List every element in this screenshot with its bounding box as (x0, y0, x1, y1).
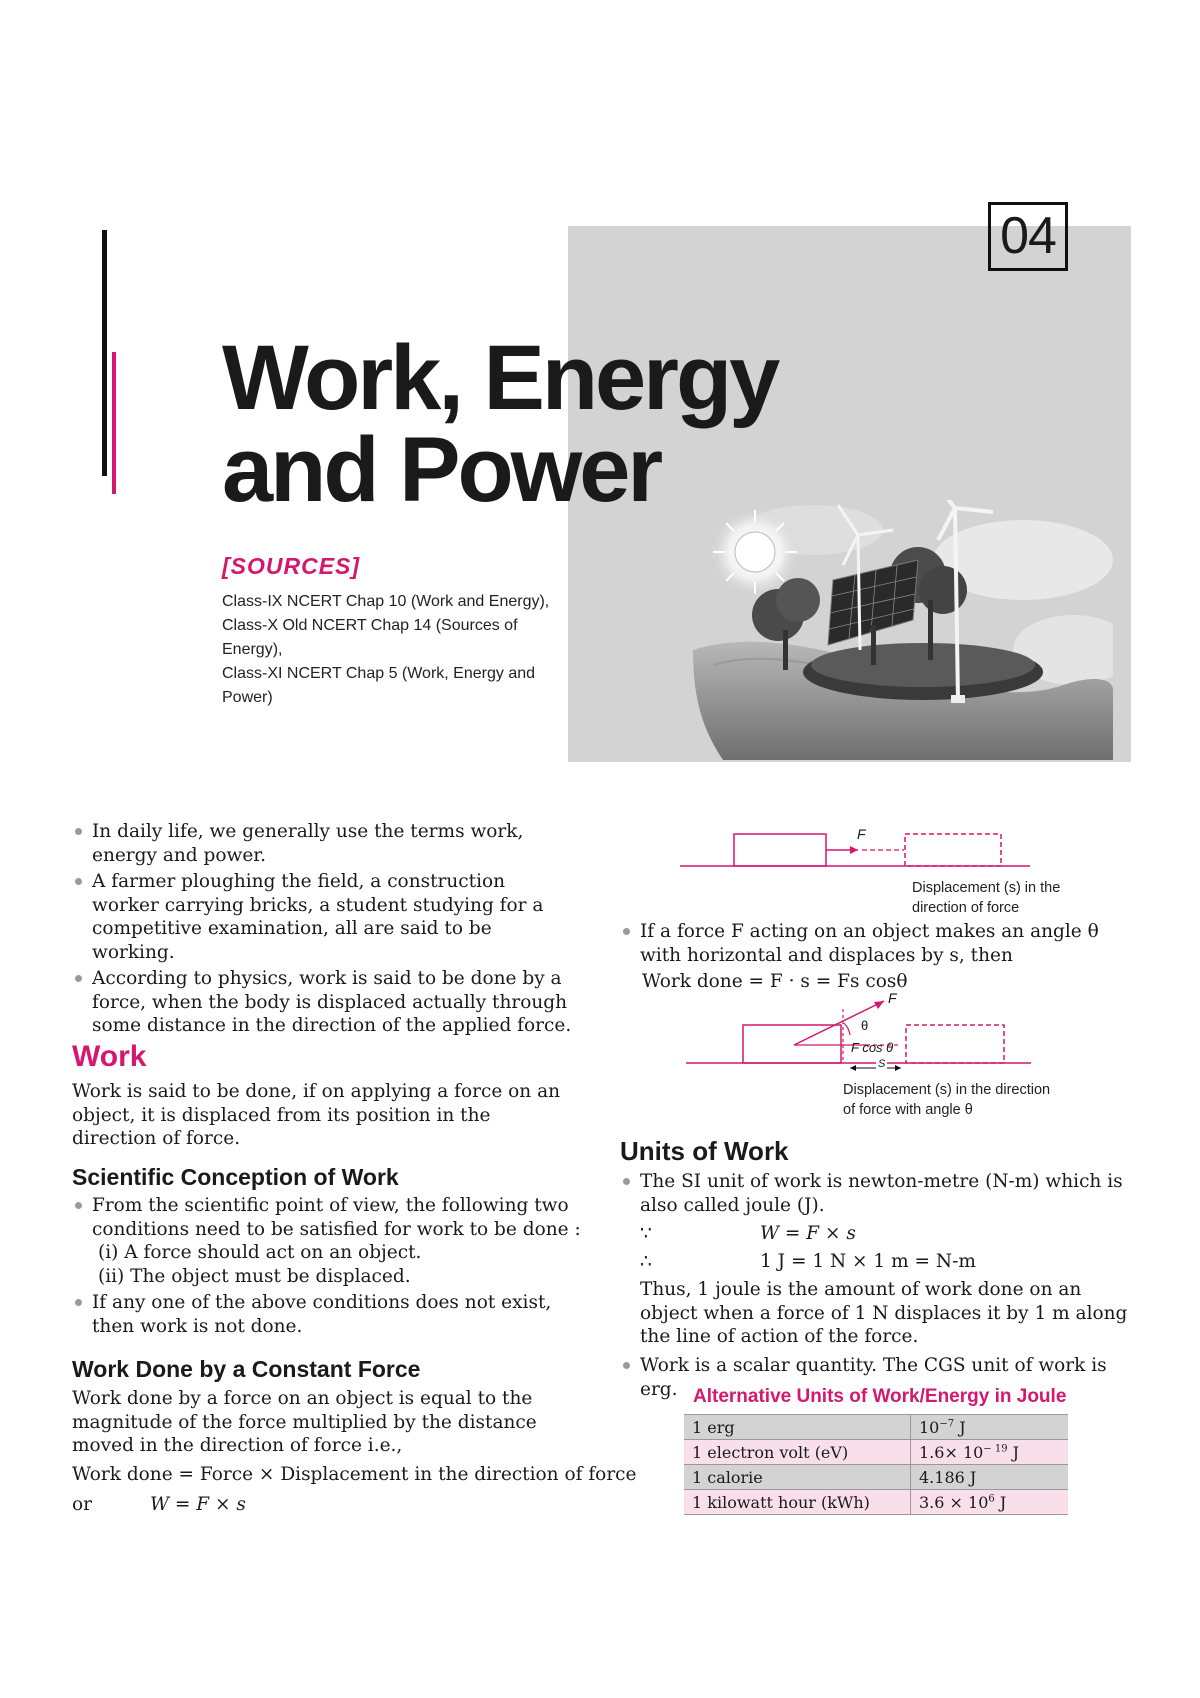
scientific-bullet: If any one of the above conditions does not exist, then work is not done. (72, 1291, 582, 1338)
work-formula: Work done = Force × Displacement in the direction of force (72, 1464, 637, 1485)
block-initial (743, 1025, 841, 1063)
since-equation: W = F × s (760, 1223, 856, 1244)
source-item: Class-X Old NCERT Chap 14 (Sources of Energy), (222, 617, 518, 658)
table-cell-unit: 1 electron volt (eV) (684, 1440, 911, 1465)
condition-item: (ii) The object must be displaced. (98, 1265, 411, 1287)
chapter-title-line2: and Power (222, 419, 661, 521)
value-unit: J (1007, 1442, 1020, 1462)
table-cell-value: 4.186 J (911, 1465, 1069, 1490)
table-cell-unit: 1 calorie (684, 1465, 911, 1490)
sources-heading: [SOURCES] (222, 553, 361, 579)
table-row (684, 1415, 1068, 1440)
wind-turbine-icon (858, 535, 860, 650)
therefore-symbol: ∴ (640, 1251, 652, 1272)
decorative-bar-black (102, 230, 107, 476)
force-label: F (888, 990, 897, 1006)
block-initial (734, 834, 826, 866)
value-mantissa: 3.6 × (919, 1492, 969, 1512)
since-symbol: ∵ (640, 1223, 652, 1244)
angle-formula: Work done = F · s = Fs cosθ (642, 971, 908, 992)
value-exponent: 6 (988, 1493, 995, 1505)
decorative-bar-pink (112, 352, 116, 494)
figure1-caption (912, 878, 1060, 918)
source-item: Class-IX NCERT Chap 10 (Work and Energy), (222, 593, 550, 610)
value-unit: J (954, 1417, 966, 1437)
condition-item: (i) A force should act on an object. (98, 1242, 422, 1263)
scientific-bullet-text: From the scientific point of view, the following two conditions need to be satisfied for work to be done : (92, 1195, 581, 1240)
table-row (684, 1465, 1068, 1490)
sources-list (222, 590, 582, 710)
therefore-equation: 1 J = 1 N × 1 m = N-m (760, 1251, 976, 1272)
component-label: F cos θ (851, 1040, 894, 1055)
table-cell-value (911, 1440, 1069, 1465)
units-bullet: The SI unit of work is newton-metre (N-m) which is also called joule (J). (620, 1170, 1135, 1217)
figure2-caption-line: Displacement (s) in the direction (843, 1082, 1051, 1098)
angle-label: θ (861, 1018, 869, 1033)
force-arrow (794, 1001, 884, 1045)
value-mantissa: 1.6× (919, 1442, 963, 1462)
table-cell-unit: 1 kilowatt hour (kWh) (684, 1490, 911, 1515)
block-displaced (906, 1025, 1004, 1063)
source-item: Class-XI NCERT Chap 5 (Work, Energy and Power) (222, 665, 536, 706)
intro-bullet: According to physics, work is said to be done by a force, when the body is displaced actually through some distance in the direction of the applied force. (72, 967, 572, 1038)
work-heading: Work (72, 1040, 147, 1073)
block-displaced (905, 834, 1001, 866)
value-base: 10 (962, 1442, 984, 1462)
figure2-caption-line: of force with angle θ (843, 1102, 973, 1118)
constant-force-heading: Work Done by a Constant Force (72, 1356, 421, 1382)
units-table (684, 1414, 1068, 1515)
work-definition: Work is said to be done, if on applying a force on an object, it is displaced from its position in the direction of force. (72, 1081, 561, 1149)
intro-section (72, 820, 572, 1041)
displacement-label: S (878, 1058, 886, 1070)
figure1-caption-line: direction of force (912, 900, 1020, 916)
table-title: Alternative Units of Work/Energy in Joule (693, 1386, 1067, 1407)
intro-bullet: A farmer ploughing the field, a construction worker carrying bricks, a student studying for a competitive examination, all are said to be working. (72, 870, 572, 964)
units-heading: Units of Work (620, 1136, 789, 1166)
joule-definition: Thus, 1 joule is the amount of work done on an object when a force of 1 N displaces it by 1 m along the line of action of the force. (640, 1279, 1128, 1347)
chapter-title (222, 327, 842, 521)
value-base: 10 (968, 1492, 989, 1512)
table-cell-unit: 1 erg (684, 1415, 911, 1440)
chapter-title-line1: Work, Energy (222, 327, 778, 429)
figure2-caption (843, 1080, 1050, 1120)
angle-section (620, 920, 1140, 970)
hero-illustration (693, 500, 1113, 760)
intro-bullet: In daily life, we generally use the terms work, energy and power. (72, 820, 572, 867)
scientific-heading: Scientific Conception of Work (72, 1164, 399, 1190)
figure1-caption-line: Displacement (s) in the (912, 880, 1061, 896)
work-formula-symbolic: W = F × s (150, 1494, 246, 1515)
units-bullet: Work is a scalar quantity. The CGS unit of work is erg. (620, 1354, 1140, 1401)
or-label: or (72, 1494, 92, 1515)
table-row (684, 1440, 1068, 1465)
constant-force-text: Work done by a force on an object is equal to the magnitude of the force multiplied by the distance moved in the direction of force i.e., (72, 1388, 537, 1456)
force-label: F (857, 826, 866, 842)
scientific-section (72, 1194, 582, 1341)
value-exponent: −7 (939, 1418, 955, 1430)
chapter-number: 04 (988, 202, 1068, 271)
scientific-bullet (72, 1194, 582, 1288)
value-base: 10 (919, 1417, 940, 1437)
units-section (620, 1170, 1135, 1220)
table-cell-value (911, 1415, 1069, 1440)
displacement-diagram-2 (686, 995, 1046, 1077)
angle-bullet: If a force F acting on an object makes an angle θ with horizontal and displaces by s, then (620, 920, 1140, 967)
value-unit: J (994, 1492, 1007, 1512)
value-exponent: − 19 (983, 1443, 1008, 1455)
table-row (684, 1490, 1068, 1515)
table-cell-value (911, 1490, 1069, 1515)
